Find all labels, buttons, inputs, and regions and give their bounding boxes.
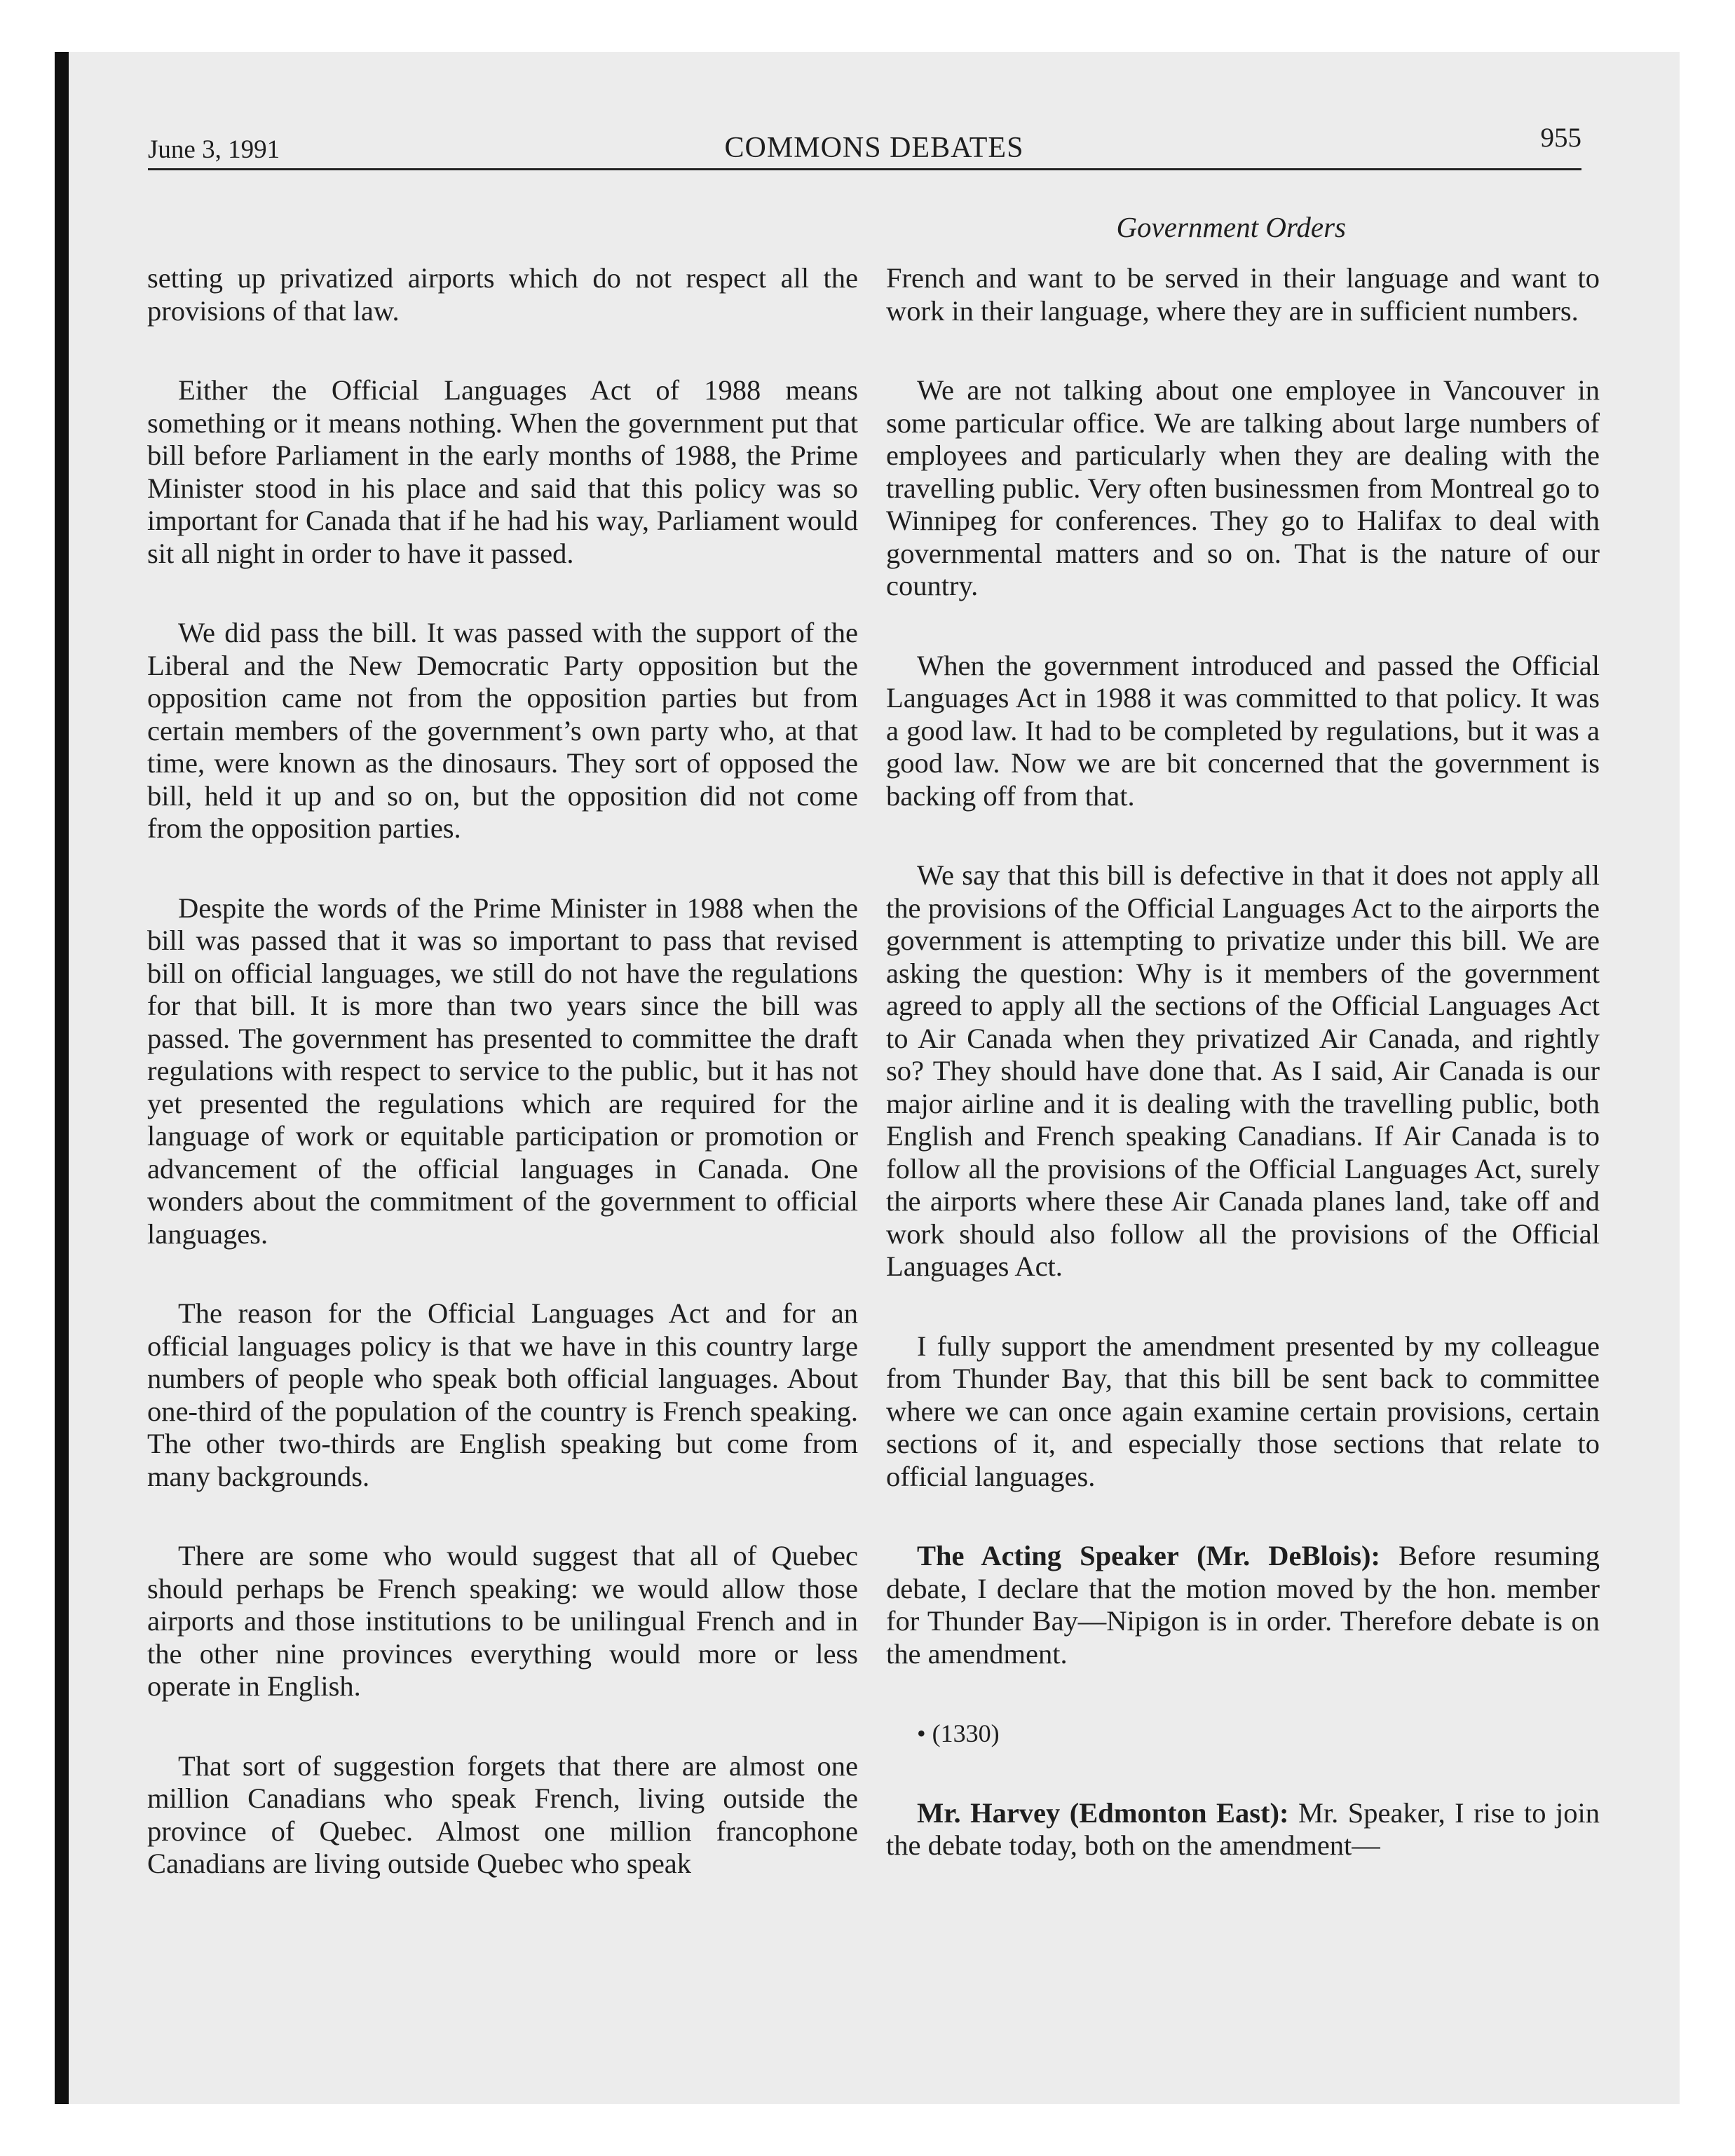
paragraph: Either the Official Languages Act of 1988 means something or it means nothing. When the government put that bill before Parliament in the early months of 1988, the Prime Minister stood in his place and said that this policy was so important for Canada that if he had his way, Parliament would sit all night in order to have it passed. <box>147 374 858 569</box>
paragraph: I fully support the amendment presented by my colleague from Thunder Bay, that this bill be sent back to committee where we can once again examine certain provisions, certain sections of it, and especially those sections that relate to official languages. <box>886 1330 1600 1492</box>
page-number: 955 <box>1540 123 1581 153</box>
paragraph: setting up privatized airports which do not respect all the provisions of that law. <box>147 262 858 327</box>
speaker-paragraph <box>886 1797 1600 1862</box>
time-marker: • (1330) <box>917 1719 1000 1747</box>
document-page <box>55 52 1680 2104</box>
speaker-name: Mr. Harvey (Edmonton East): <box>917 1796 1289 1829</box>
paragraph: French and want to be served in their language and want to work in their language, where they are in sufficient numbers. <box>886 262 1600 327</box>
paragraph: That sort of suggestion forgets that there are almost one million Canadians who speak French, living outside the province of Quebec. Almost one million francophone Canadians are living outside Quebec who speak <box>147 1749 858 1879</box>
header-title: COMMONS DEBATES <box>724 132 1024 164</box>
speaker-text: Mr. Speaker, I rise to join the debate today, both on the amendment— <box>886 1796 1600 1861</box>
header-date: June 3, 1991 <box>148 135 280 164</box>
speaker-text: Before resuming debate, I declare that the motion moved by the hon. member for Thunder Bay—Nipigon is in order. Therefore debate is on the amendment. <box>886 1540 1600 1670</box>
paragraph: We did pass the bill. It was passed with the support of the Liberal and the New Democratic Party opposition but the opposition came not from the opposition parties but from certain members of the government’s own party who, at that time, were known as the dinosaurs. They sort of opposed the bill, held it up and so on, but the opposition did not come from the opposition parties. <box>147 617 858 844</box>
paragraph: There are some who would suggest that all of Quebec should perhaps be French speaking: we would allow those airports and those institutions to be unilingual French and in the other nine provinces everything would more or less operate in English. <box>147 1540 858 1702</box>
paragraph: We say that this bill is defective in that it does not apply all the provisions of the Official Languages Act to the airports the government is attempting to privatize under this bill. We are asking the question: Why is it members of the government agreed to apply all the sections of the Official Languages Act to Air Canada when they privatized Air Canada, and rightly so? They should have done that. As I said, Air Canada is our major airline and it is dealing with the travelling public, both English and French speaking Canadians. If Air Canada is to follow all the provisions of the Official Languages Act, surely the airports where these Air Canada planes land, take off and work should also follow all the provisions of the Official Languages Act. <box>886 859 1600 1282</box>
section-heading: Government Orders <box>1116 211 1346 243</box>
paragraph: The reason for the Official Languages Act and for an official languages policy is that we have in this country large numbers of people who speak both official languages. About one-third of the population of the country is French speaking. The other two-thirds are English speaking but come from many backgrounds. <box>147 1297 858 1492</box>
paragraph: We are not talking about one employee in Vancouver in some particular office. We are talking about large numbers of employees and particularly when they are dealing with the travelling public. Very often businessmen from Montreal go to Winnipeg for conferences. They go to Halifax to deal with governmental matters and so on. That is the nature of our country. <box>886 374 1600 601</box>
left-column <box>147 262 858 1928</box>
right-column <box>886 262 1600 1909</box>
header-rule <box>148 168 1581 170</box>
speaker-paragraph <box>886 1540 1600 1670</box>
paragraph: When the government introduced and passed the Official Languages Act in 1988 it was committed to that policy. It was a good law. It had to be completed by regulations, but it was a good law. Now we are bit concerned that the government is backing off from that. <box>886 649 1600 812</box>
paragraph: Despite the words of the Prime Minister in 1988 when the bill was passed that it was so important to pass that revised bill on official languages, we still do not have the regulations for that bill. It is more than two years since the bill was passed. The government has presented to committee the draft regulations with respect to service to the public, but it has not yet presented the regulations which are required for the language of work or equitable participation or promotion or advancement of the official languages in Canada. One wonders about the commitment of the government to official languages. <box>147 892 858 1250</box>
speaker-name: The Acting Speaker (Mr. DeBlois): <box>917 1540 1381 1571</box>
